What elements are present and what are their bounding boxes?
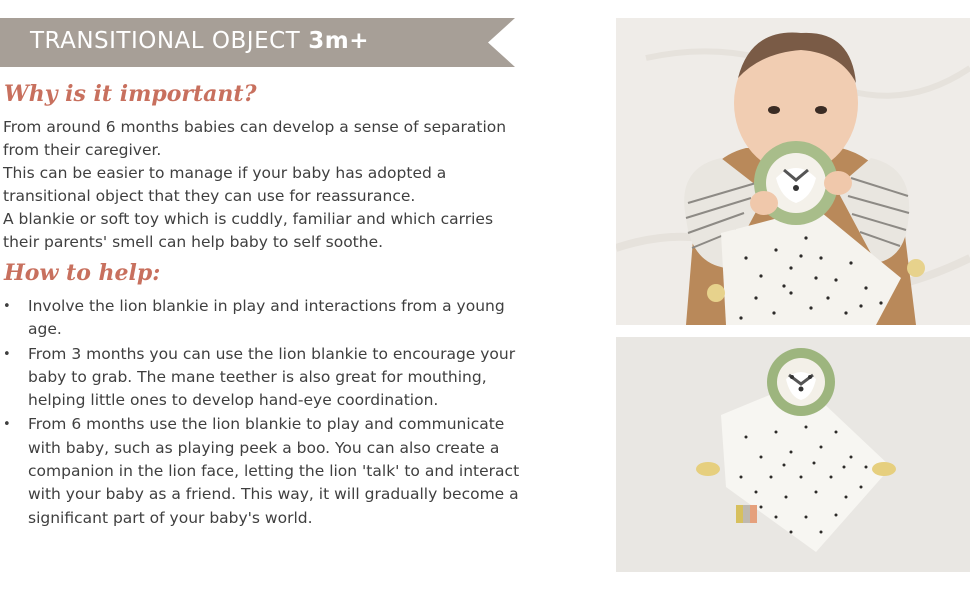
bullet-icon: •: [3, 299, 11, 314]
banner-title: [30, 28, 369, 54]
tip-text: From 6 months use the lion blankie to play and communicate with baby, such as playing peek a boo. You can also create a companion in the lion face, letting the lion 'talk' to and interact with your baby as a friend. This way, it will gradually become a significant part of your baby's world.: [28, 415, 520, 527]
list-item: [0, 343, 520, 413]
tip-text: From 3 months you can use the lion blankie to encourage your baby to grab. The mane teether is also great for mouthing, helping little ones to develop hand-eye coordination.: [28, 344, 516, 410]
tip-text: Involve the lion blankie in play and interactions from a young age.: [28, 297, 505, 339]
bullet-icon: •: [3, 346, 11, 362]
title-banner: [0, 18, 515, 67]
list-item: [0, 295, 520, 342]
baby-with-blankie-illustration: [616, 18, 970, 325]
paragraph: This can be easier to manage if your baby has adopted a transitional object that they can use for reassurance.: [3, 164, 447, 205]
product-photo: [616, 337, 970, 572]
baby-photo: [616, 18, 970, 325]
section-heading-why: Why is it important?: [4, 81, 257, 107]
bullet-icon: •: [3, 417, 11, 433]
list-item: [0, 413, 520, 529]
age-badge: 3m+: [308, 28, 369, 54]
why-paragraphs: [3, 116, 508, 254]
paragraph: From around 6 months babies can develop a sense of separation from their caregiver.: [3, 118, 507, 159]
section-heading-how: How to help:: [4, 260, 161, 286]
tips-list: [0, 295, 520, 531]
banner-title-text: TRANSITIONAL OBJECT: [30, 28, 301, 54]
lion-blankie-illustration: [616, 337, 970, 572]
paragraph: A blankie or soft toy which is cuddly, familiar and which carries their parents' smell can help baby to self soothe.: [3, 210, 494, 251]
